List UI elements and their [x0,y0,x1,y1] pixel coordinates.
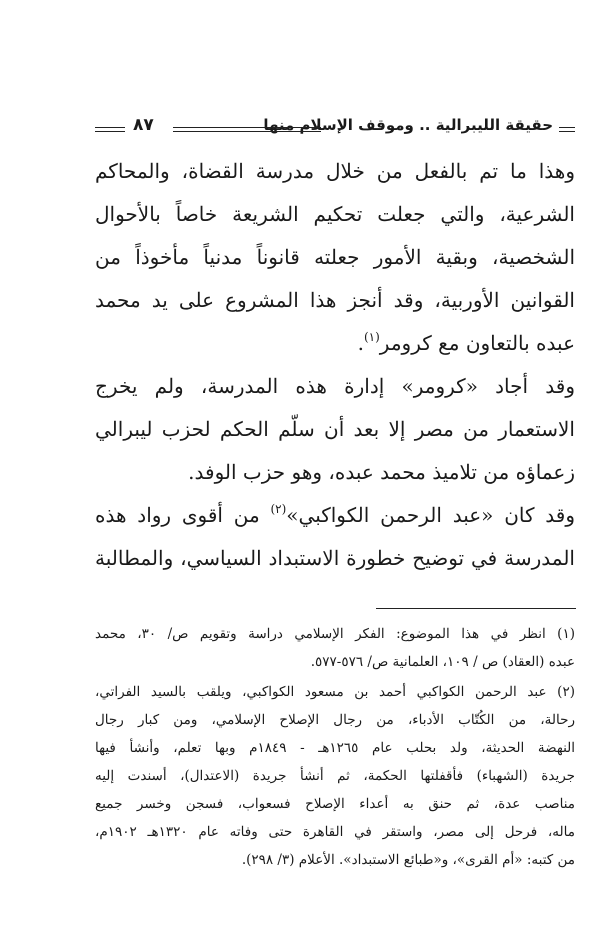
body-line-text: وقد كان «عبد الرحمن الكواكبي» [286,503,575,527]
page-number: ٨٧ [133,115,154,135]
footnote-line: النهضة الحديثة، ولد بحلب عام ١٢٦٥هـ - ١٨٤٩م وبها تعلم، وأنشأ فيها [95,740,575,756]
header-rule [173,127,321,132]
body-line: القوانين الأوربية، وقد أنجز هذا المشروع على يد محمد [95,288,575,312]
body-line: وقد أجاد «كرومر» إدارة هذه المدرسة، ولم يخرج [95,374,575,398]
footnote-ref: (١) [363,330,380,344]
body-line [95,494,575,537]
footnote-line: رحالة، من الكُتّاب الأدباء، من رجال الإصلاح الإسلامي، ومن كبار رجال [95,712,575,728]
body-line: الشرعية، والتي جعلت تحكيم الشريعة خاصاً بالأحوال [95,202,575,226]
footnote-line: عبده (العقاد) ص / ١٠٩، العلمانية ص/ ٥٧٦-٥٧٧. [310,654,575,670]
footnote-line: مناصب عدة، ثم حنق به أعداء الإصلاح فسعواب، فسجن وخسر جميع [95,796,575,812]
body-line [95,322,575,365]
footnote-line: (٢) عبد الرحمن الكواكبي أحمد بن مسعود الكواكبي، ويلقب بالسيد الفراتي، [95,684,575,700]
footnotes [95,620,575,874]
body-line: الشخصية، وبقية الأمور جعلته قانوناً مدنياً مأخوذاً من [95,245,575,269]
body-text [95,150,575,580]
header-title: حقيقة الليبرالية .. وموقف الإسلام منها [263,116,553,134]
body-line: المدرسة في توضيح خطورة الاستبداد السياسي، والمطالبة [95,546,575,570]
footnote-line: من كتبه: «أم القرى»، و«طبائع الاستبداد». الأعلام (٣/ ٢٩٨). [241,852,575,868]
body-line: وهذا ما تم بالفعل من خلال مدرسة القضاة، والمحاكم [95,159,575,183]
header-ornament-right [559,127,575,132]
body-line-end: . [357,331,364,355]
footnote-line: جريدة (الشهباء) فأقفلتها الحكمة، ثم أنشأ جريدة (الاعتدال)، أسندت إليه [95,768,575,784]
body-line-text: من أقوى رواد هذه [95,503,260,527]
body-line: زعماؤه من تلاميذ محمد عبده، وهو حزب الوفد. [188,460,575,484]
footnote-line: (١) انظر في هذا الموضوع: الفكر الإسلامي دراسة وتقويم ص/ ٣٠، محمد [95,626,575,642]
header-ornament-left [95,127,125,132]
body-line: الاستعمار من مصر إلا بعد أن سلّم الحكم لحزب ليبرالي [95,417,575,441]
body-line-text: عبده بالتعاون مع كرومر [379,331,575,355]
running-header [95,114,575,144]
footnote-ref: (٢) [270,502,287,516]
footnote-separator [376,608,576,609]
footnote-line: ماله، فرحل إلى مصر، واستقر في القاهرة حتى وفاته عام ١٣٢٠هـ ١٩٠٢م، [95,824,575,840]
